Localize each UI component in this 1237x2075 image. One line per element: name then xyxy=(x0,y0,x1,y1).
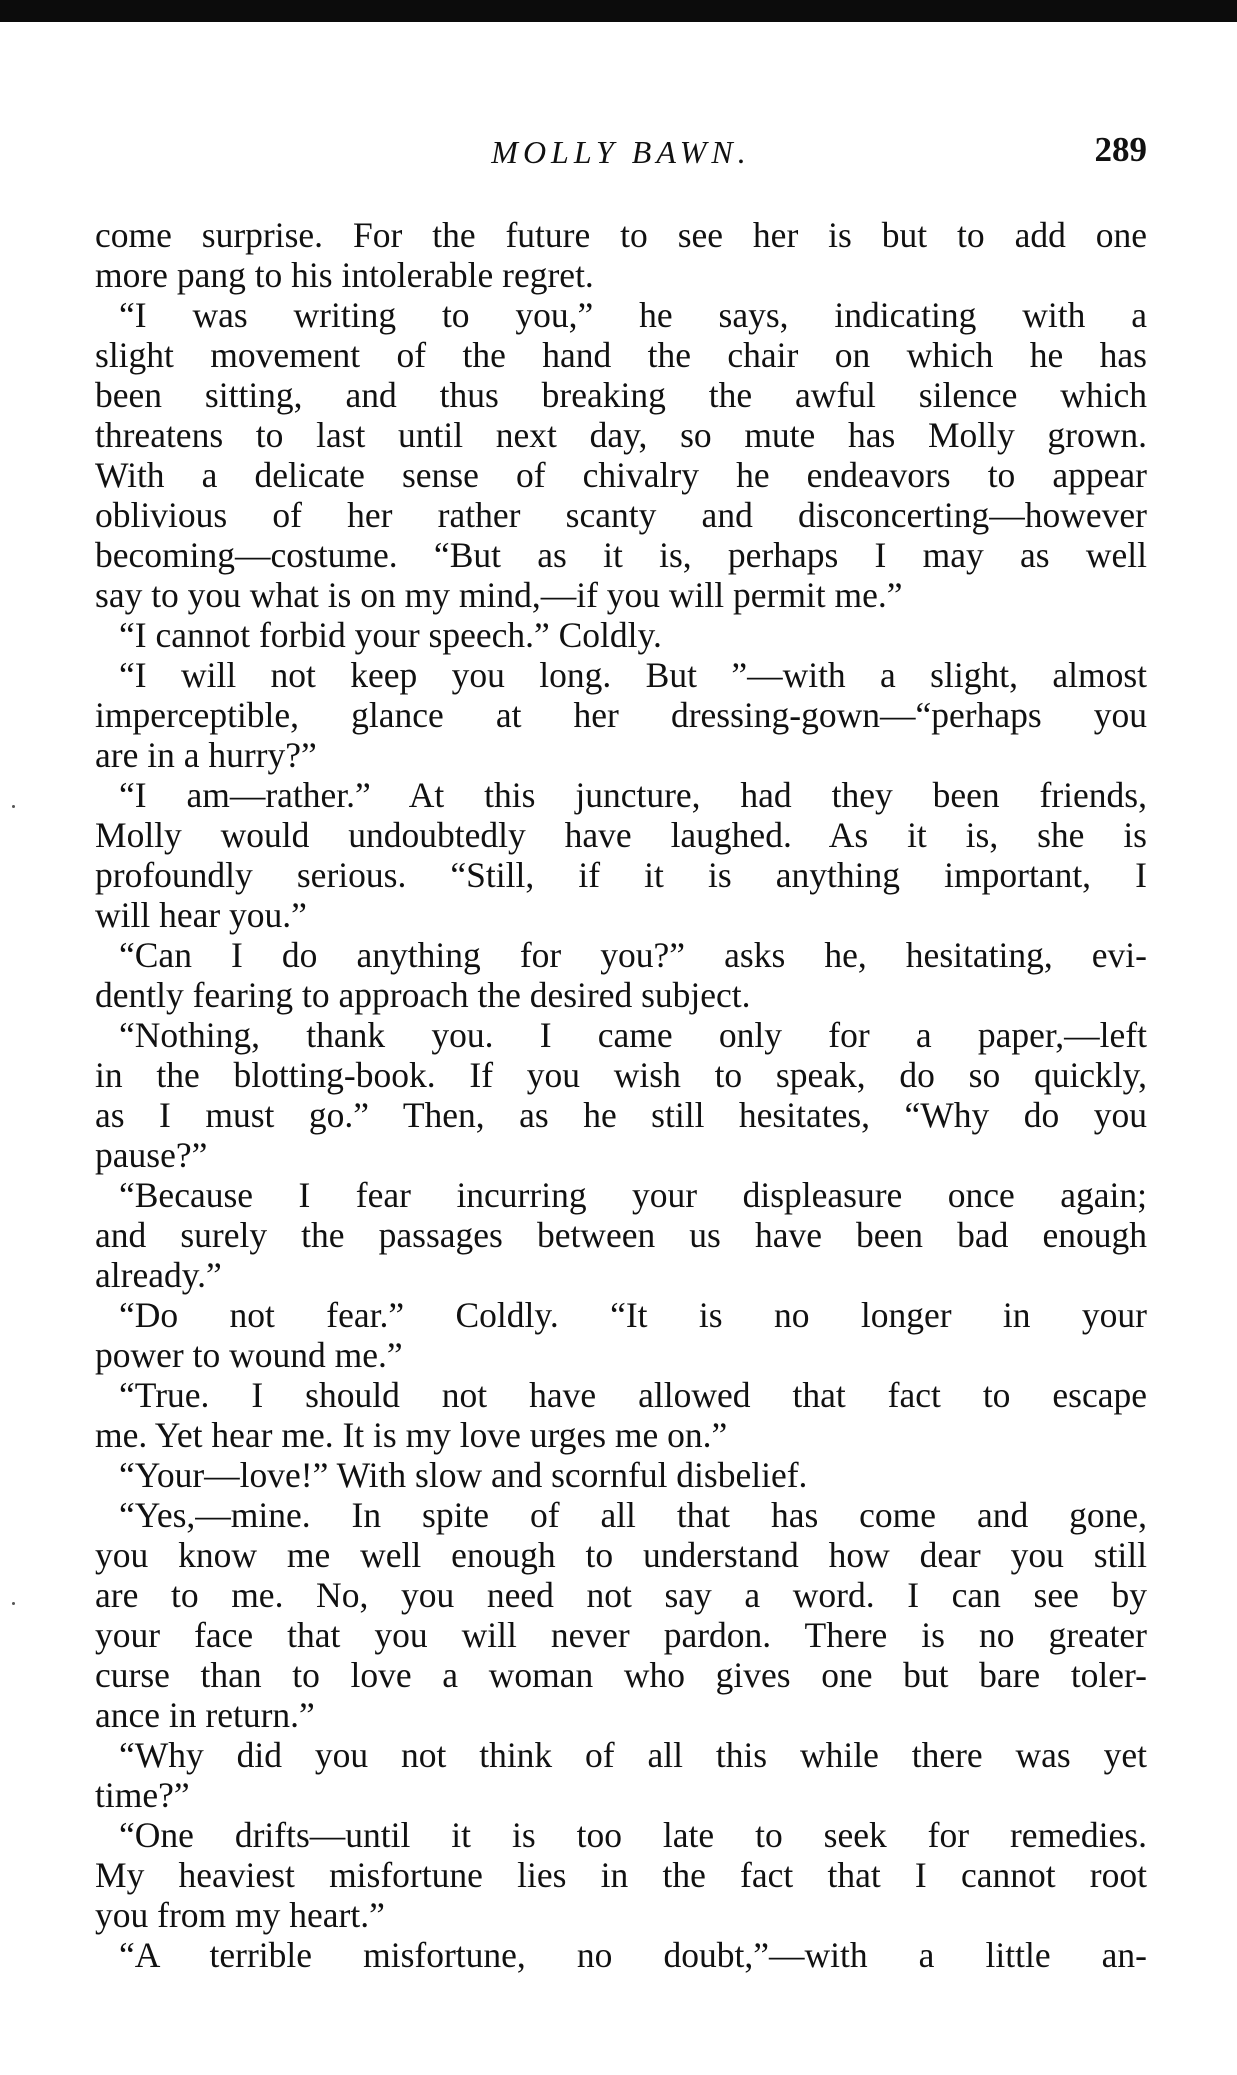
text-line: imperceptible, glance at her dressing-gown—“perhaps you xyxy=(95,695,1147,735)
text-line: come surprise. For the future to see her is but to add one xyxy=(95,215,1147,255)
margin-speck xyxy=(12,805,15,808)
text-line: “I will not keep you long. But ”—with a slight, almost xyxy=(119,655,1147,695)
text-line: and surely the passages between us have been bad enough xyxy=(95,1215,1147,1255)
text-line: your face that you will never pardon. There is no greater xyxy=(95,1615,1147,1655)
text-line: “Can I do anything for you?” asks he, hesitating, evi- xyxy=(119,935,1147,975)
text-line: “True. I should not have allowed that fact to escape xyxy=(119,1375,1147,1415)
text-line: oblivious of her rather scanty and disconcerting—however xyxy=(95,495,1147,535)
text-line: Molly would undoubtedly have laughed. As it is, she is xyxy=(95,815,1147,855)
text-line: are in a hurry?” xyxy=(95,735,317,775)
text-line: say to you what is on my mind,—if you will permit me.” xyxy=(95,575,903,615)
text-line: “Why did you not think of all this while there was yet xyxy=(119,1735,1147,1775)
text-line: been sitting, and thus breaking the awful silence which xyxy=(95,375,1147,415)
text-line: time?” xyxy=(95,1775,190,1815)
text-line: becoming—costume. “But as it is, perhaps I may as well xyxy=(95,535,1147,575)
text-line: curse than to love a woman who gives one but bare toler- xyxy=(95,1655,1147,1695)
text-line: already.” xyxy=(95,1255,222,1295)
text-line: “Because I fear incurring your displeasure once again; xyxy=(119,1175,1147,1215)
margin-speck xyxy=(12,1602,15,1605)
text-line: profoundly serious. “Still, if it is anything important, I xyxy=(95,855,1147,895)
text-line: threatens to last until next day, so mute has Molly grown. xyxy=(95,415,1147,455)
text-line: ance in return.” xyxy=(95,1695,315,1735)
running-title: MOLLY BAWN. xyxy=(491,134,751,170)
text-line: as I must go.” Then, as he still hesitates, “Why do you xyxy=(95,1095,1147,1135)
text-line: pause?” xyxy=(95,1135,208,1175)
text-line: “Yes,—mine. In spite of all that has come and gone, xyxy=(119,1495,1147,1535)
running-head xyxy=(95,128,1147,178)
text-line: “Your—love!” With slow and scornful disbelief. xyxy=(119,1455,808,1495)
text-line: power to wound me.” xyxy=(95,1335,403,1375)
text-line: will hear you.” xyxy=(95,895,307,935)
text-line: you know me well enough to understand how dear you still xyxy=(95,1535,1147,1575)
text-line: “I cannot forbid your speech.” Coldly. xyxy=(119,615,662,655)
text-line: dently fearing to approach the desired subject. xyxy=(95,975,751,1015)
text-line: With a delicate sense of chivalry he endeavors to appear xyxy=(95,455,1147,495)
text-line: “One drifts—until it is too late to seek for remedies. xyxy=(119,1815,1147,1855)
text-line: “I am—rather.” At this juncture, had they been friends, xyxy=(119,775,1147,815)
text-line: me. Yet hear me. It is my love urges me on.” xyxy=(95,1415,728,1455)
text-line: “Nothing, thank you. I came only for a paper,—left xyxy=(119,1015,1147,1055)
text-line: you from my heart.” xyxy=(95,1895,385,1935)
text-line: are to me. No, you need not say a word. I can see by xyxy=(95,1575,1147,1615)
text-line: My heaviest misfortune lies in the fact that I cannot root xyxy=(95,1855,1147,1895)
page-number: 289 xyxy=(1094,130,1147,169)
top-edge-rule xyxy=(0,0,1237,22)
text-line: slight movement of the hand the chair on which he has xyxy=(95,335,1147,375)
text-line: “I was writing to you,” he says, indicating with a xyxy=(119,295,1147,335)
text-line: “A terrible misfortune, no doubt,”—with a little an- xyxy=(119,1935,1147,1975)
body-text xyxy=(95,215,1147,1975)
text-line: “Do not fear.” Coldly. “It is no longer in your xyxy=(119,1295,1147,1335)
text-line: in the blotting-book. If you wish to speak, do so quickly, xyxy=(95,1055,1147,1095)
text-line: more pang to his intolerable regret. xyxy=(95,255,594,295)
